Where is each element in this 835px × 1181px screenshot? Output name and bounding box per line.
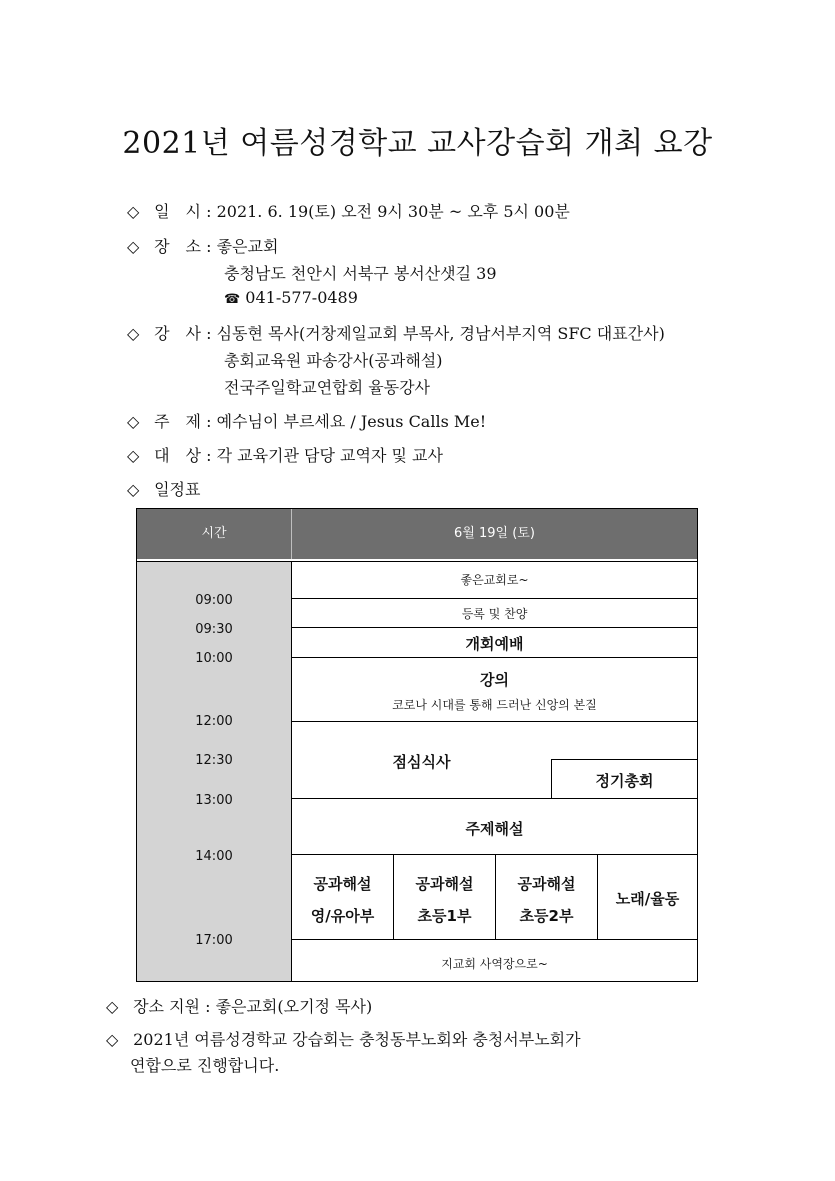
header-date: 6월 19일 (토) bbox=[454, 526, 535, 541]
diamond-bullet-icon: ◇ bbox=[127, 412, 140, 431]
row-opening-worship: 개회예배 bbox=[465, 635, 524, 653]
session-elementary1-group: 초등1부 bbox=[417, 907, 472, 925]
schedule-table bbox=[136, 508, 698, 982]
theme-label: 주 제 : bbox=[154, 412, 212, 431]
row-lecture-subtitle: 코로나 시대를 통해 드러난 신앙의 본질 bbox=[392, 698, 597, 712]
speaker-line2: 총회교육원 파송강사(공과해설) bbox=[224, 351, 443, 370]
place-address: 충청남도 천안시 서북구 봉서산샛길 39 bbox=[224, 264, 497, 283]
diamond-bullet-icon: ◇ bbox=[127, 202, 140, 221]
row-return: 지교회 사역장으로~ bbox=[441, 957, 548, 971]
page-title: 2021년 여름성경학교 교사강습회 개최 요강 bbox=[122, 126, 713, 161]
time-label: 12:00 bbox=[195, 714, 233, 729]
diamond-bullet-icon: ◇ bbox=[127, 237, 140, 256]
row-general-meeting: 정기총회 bbox=[595, 772, 654, 790]
session-elementary2-group: 초등2부 bbox=[519, 907, 574, 925]
target-label: 대 상 : bbox=[154, 446, 212, 465]
speaker-line3: 전국주일학교연합회 율동강사 bbox=[224, 378, 431, 397]
theme-value: 예수님이 부르세요 / Jesus Calls Me! bbox=[216, 412, 487, 431]
session-elementary1-title: 공과해설 bbox=[415, 875, 474, 893]
diamond-bullet-icon: ◇ bbox=[106, 997, 119, 1016]
row-registration: 등록 및 찬양 bbox=[461, 607, 528, 621]
time-label: 13:00 bbox=[195, 793, 233, 808]
place-name: 좋은교회 bbox=[216, 237, 279, 256]
session-music: 노래/율동 bbox=[615, 890, 680, 908]
info-theme bbox=[127, 409, 486, 432]
session-infant-group: 영/유아부 bbox=[310, 907, 375, 925]
diamond-bullet-icon: ◇ bbox=[127, 446, 140, 465]
place-phone: 041-577-0489 bbox=[245, 288, 358, 307]
info-date bbox=[127, 199, 570, 222]
row-lecture-title: 강의 bbox=[480, 671, 509, 689]
header-time: 시간 bbox=[201, 526, 227, 541]
row-theme-lecture: 주제해설 bbox=[465, 820, 524, 838]
row-lunch: 점심식사 bbox=[392, 753, 451, 771]
speaker-line1: 심동현 목사(거창제일교회 부목사, 경남서부지역 SFC 대표간사) bbox=[216, 324, 665, 343]
row-travel: 좋은교회로~ bbox=[460, 573, 529, 587]
session-elementary2-title: 공과해설 bbox=[517, 875, 576, 893]
time-label: 09:00 bbox=[195, 593, 233, 608]
target-value: 각 교육기관 담당 교역자 및 교사 bbox=[216, 446, 443, 465]
time-label: 14:00 bbox=[195, 849, 233, 864]
diamond-bullet-icon: ◇ bbox=[127, 324, 140, 343]
phone-icon: ☎ bbox=[224, 292, 241, 307]
date-value: 2021. 6. 19(토) 오전 9시 30분 ~ 오후 5시 00분 bbox=[216, 202, 570, 221]
footer-support bbox=[106, 994, 372, 1017]
time-label: 09:30 bbox=[195, 622, 233, 637]
diamond-bullet-icon: ◇ bbox=[106, 1030, 119, 1049]
diamond-bullet-icon: ◇ bbox=[127, 480, 140, 499]
session-infant-title: 공과해설 bbox=[313, 875, 372, 893]
info-place bbox=[127, 234, 278, 257]
time-column bbox=[137, 562, 292, 981]
note-line2: 연합으로 진행합니다. bbox=[130, 1056, 280, 1075]
place-phone-row bbox=[224, 288, 358, 307]
info-target bbox=[127, 443, 443, 466]
time-label: 17:00 bbox=[195, 933, 233, 948]
note-line1: 2021년 여름성경학교 강습회는 충청동부노회와 충청서부노회가 bbox=[133, 1030, 581, 1049]
place-label: 장 소 : bbox=[154, 237, 212, 256]
speaker-label: 강 사 : bbox=[154, 324, 212, 343]
support-text: 장소 지원 : 좋은교회(오기정 목사) bbox=[133, 997, 373, 1016]
footer-note bbox=[106, 1027, 581, 1050]
time-label: 10:00 bbox=[195, 651, 233, 666]
schedule-label: 일정표 bbox=[154, 480, 201, 499]
info-speaker bbox=[127, 321, 665, 344]
date-label: 일 시 : bbox=[154, 202, 212, 221]
info-schedule bbox=[127, 477, 200, 500]
time-label: 12:30 bbox=[195, 753, 233, 768]
